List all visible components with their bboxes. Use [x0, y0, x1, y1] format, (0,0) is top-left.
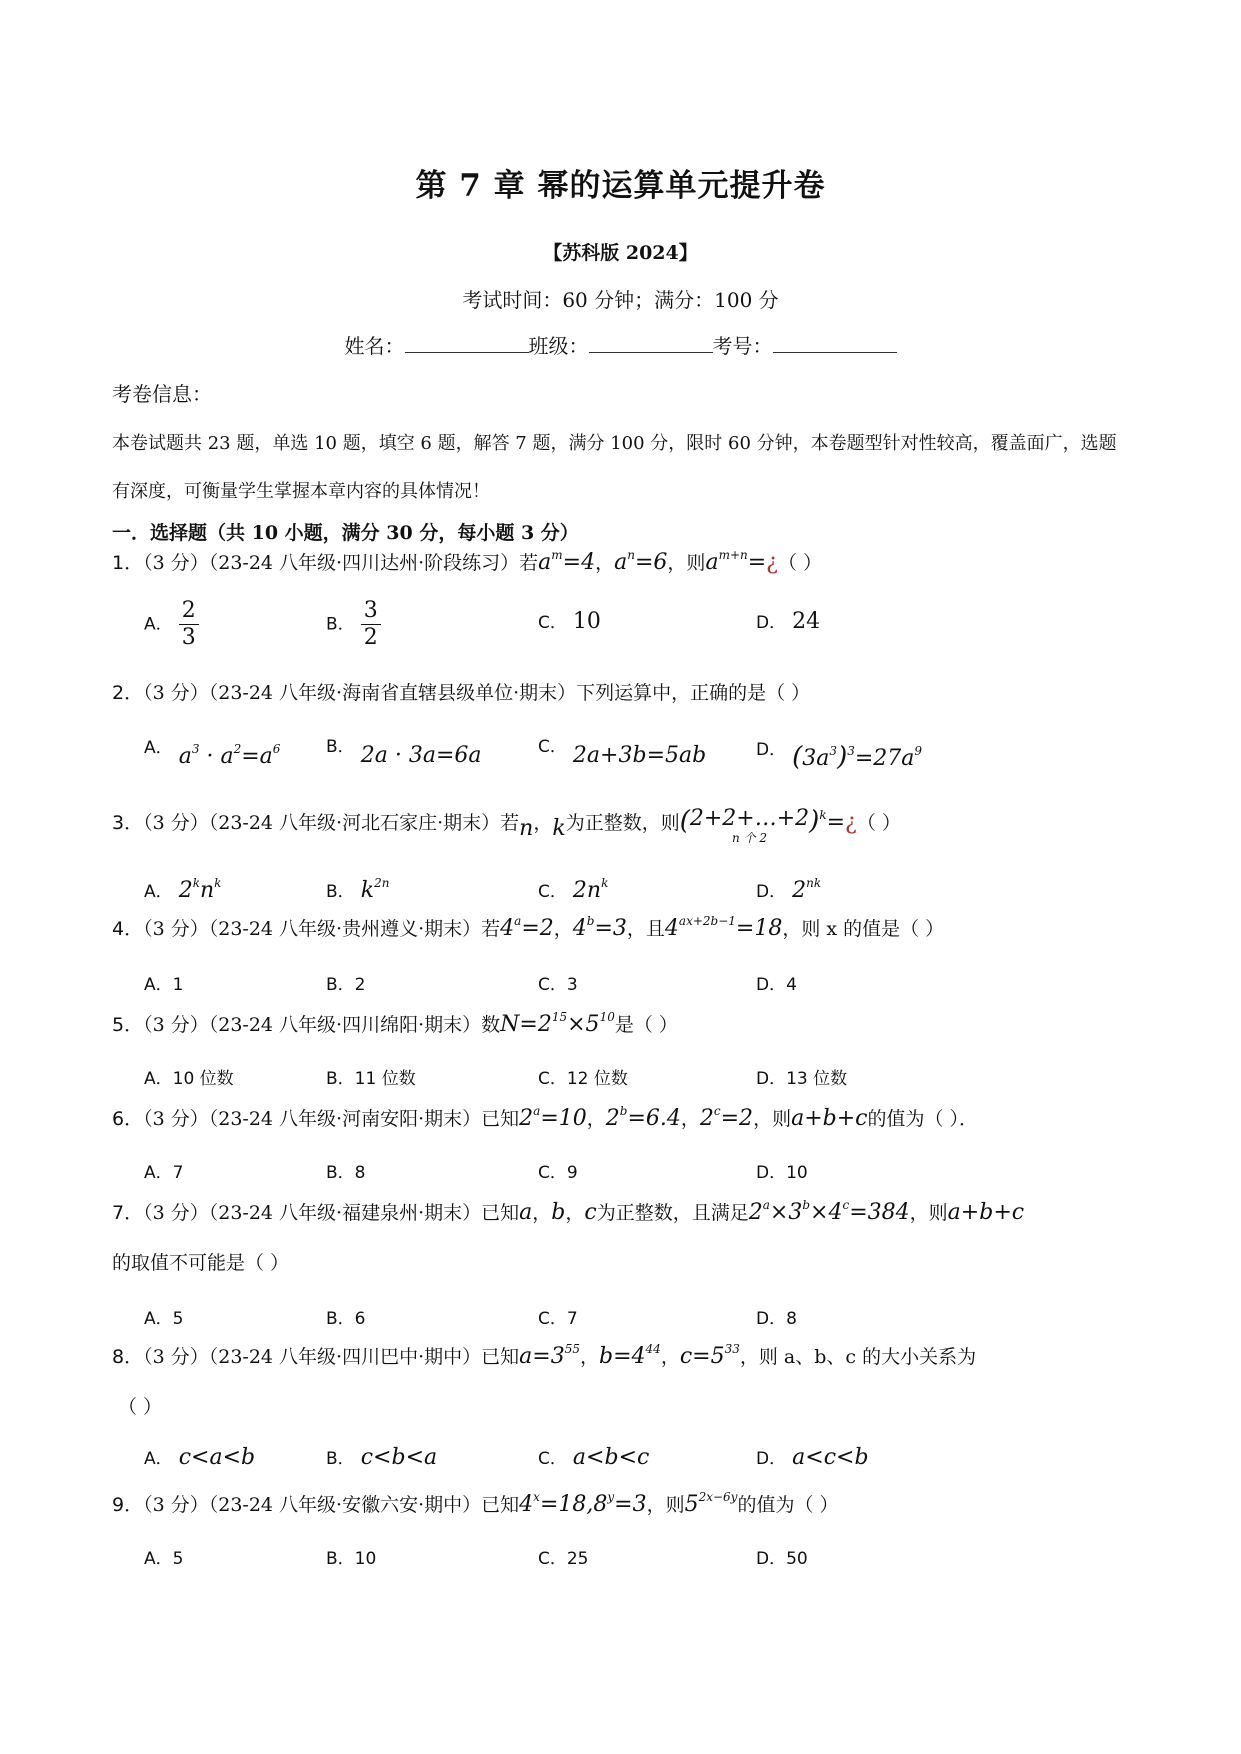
question-text: 为正整数，且满足 — [596, 1202, 749, 1224]
question-text: 为正整数，则 — [565, 812, 680, 834]
question-text: 已知 — [481, 1108, 520, 1130]
page-title: 第 7 章 幂的运算单元提升卷 — [415, 168, 826, 204]
option-d[interactable] — [756, 1444, 869, 1470]
class-label: 班级： — [528, 334, 589, 358]
name-label: 姓名： — [344, 334, 405, 358]
option-d[interactable] — [756, 608, 820, 634]
option-label: B． — [326, 737, 355, 757]
option-b[interactable] — [326, 1544, 376, 1569]
question-source: （23-24 八年级·四川达州·阶段练习） — [208, 552, 520, 574]
id-blank[interactable] — [773, 334, 897, 353]
question-number: 4． — [112, 918, 144, 940]
question-source: （23-24 八年级·四川绵阳·期末） — [208, 1014, 482, 1036]
option-label: C． — [538, 613, 567, 633]
denominator: 3 — [181, 625, 196, 650]
option-label: D． — [756, 613, 787, 633]
option-d[interactable] — [756, 1158, 808, 1183]
question-source: （23-24 八年级·海南省直辖县级单位·期末） — [208, 682, 577, 704]
question-text: 数 — [481, 1014, 501, 1036]
question-1: 1．（3 分）（23-24 八年级·四川达州·阶段练习）若$a^m=4$，$a^n=6$，则$a^{m+n}=¿$（ ） — [112, 548, 823, 575]
question-text: 若 — [519, 552, 539, 574]
option-label: C．25 — [538, 1549, 589, 1569]
exam-time: 考试时间：60 分钟；满分：100 分 — [462, 288, 779, 312]
math-expr: a<b<c — [572, 1445, 650, 1470]
option-label: B． — [326, 882, 355, 902]
option-a[interactable] — [144, 1444, 255, 1470]
option-c[interactable] — [538, 970, 578, 995]
question-text: 的值为（ ） — [737, 1494, 839, 1516]
fraction — [361, 598, 381, 651]
math-expr: 2a+3b=5ab — [572, 743, 707, 768]
option-c[interactable] — [538, 876, 608, 903]
question-text: ，则 x 的值是（ ） — [782, 918, 945, 940]
option-label: B．2 — [326, 975, 366, 995]
question-score: （3 分） — [143, 682, 209, 704]
option-label: C．9 — [538, 1163, 578, 1183]
math-expr: (2+2+…+2 n 个 2 )$^k$=¿ — [679, 806, 857, 845]
option-label: B． — [326, 1449, 355, 1469]
question-score: （3 分） — [143, 552, 209, 574]
math-expr: $a^n=6$ — [614, 548, 668, 575]
class-blank[interactable] — [589, 334, 713, 353]
section-heading: 一．选择题（共 10 小题，满分 30 分，每小题 3 分） — [112, 522, 579, 544]
option-d[interactable] — [756, 1064, 847, 1089]
option-a[interactable] — [144, 1544, 183, 1569]
question-5 — [112, 1010, 678, 1037]
option-label: B．6 — [326, 1309, 366, 1329]
option-b[interactable] — [326, 598, 381, 651]
math-expr: $k^{2n}$ — [360, 876, 390, 903]
question-number: 7． — [112, 1202, 144, 1224]
option-label: C．12 位数 — [538, 1069, 628, 1089]
question-source: （23-24 八年级·河南安阳·期末） — [208, 1108, 482, 1130]
option-label: A． — [144, 1449, 173, 1469]
question-score: （3 分） — [143, 812, 209, 834]
question-score: （3 分） — [143, 1014, 209, 1036]
option-label: A． — [144, 614, 173, 635]
question-number: 6． — [112, 1108, 144, 1130]
math-expr: a+b+c — [791, 1106, 868, 1131]
question-score: （3 分） — [143, 1202, 209, 1224]
option-label: A． — [144, 738, 173, 758]
math-expr: $4^a=2$ — [500, 914, 554, 941]
option-a[interactable] — [144, 876, 221, 903]
option-d[interactable] — [756, 1544, 808, 1569]
option-label: D． — [756, 1449, 787, 1469]
option-b[interactable] — [326, 970, 365, 995]
math-expr: $4^x=18,8^y=3$ — [519, 1490, 647, 1517]
question-7: 7．（3 分）（23-24 八年级·福建泉州·期末）已知a，b，c为正整数，且满足$2^a\times 3^b\times 4^c=384$，则a+b+c — [112, 1198, 1025, 1225]
option-a[interactable] — [144, 970, 183, 995]
question-score: （3 分） — [143, 1494, 209, 1516]
student-info-row — [0, 330, 1241, 359]
option-value: 10 — [572, 609, 601, 634]
math-expr: $2^b=6.4$ — [605, 1104, 681, 1131]
id-label: 考号： — [712, 334, 773, 358]
question-source: （23-24 八年级·贵州遵义·期末） — [208, 918, 482, 940]
option-b[interactable] — [326, 732, 482, 768]
option-label: D．50 — [756, 1549, 808, 1569]
math-expr: a+b+c — [947, 1200, 1025, 1225]
question-score: （3 分） — [143, 1346, 209, 1368]
numerator: 2 — [179, 598, 199, 625]
question-score: （3 分） — [143, 918, 209, 940]
question-3: 3．（3 分）（23-24 八年级·河北石家庄·期末）若n，k为正整数，则(2+2+…+2 n 个 2 )$^k$=¿（ ） — [112, 806, 901, 845]
question-6: 6．（3 分）（23-24 八年级·河南安阳·期末）已知$2^a=10$，$2^b=6.4$，$2^c=2$，则a+b+c的值为（ ）． — [112, 1104, 979, 1131]
question-8: 8．（3 分）（23-24 八年级·四川巴中·期中）已知$a=3^{55}$，$b=4^{44}$，$c=5^{33}$，则 a、b、c 的大小关系为 — [112, 1342, 977, 1369]
option-label: C． — [538, 737, 567, 757]
option-d[interactable] — [756, 732, 923, 772]
question-text: 且 — [645, 918, 665, 940]
question-text: 的值为（ ）． — [867, 1108, 979, 1130]
question-text: 已知 — [481, 1494, 520, 1516]
question-number: 3． — [112, 812, 144, 834]
option-label: D．13 位数 — [756, 1069, 848, 1089]
math-expr: $N=2^{15}\times 5^{10}$ — [500, 1010, 615, 1037]
info-text: 本卷试题共 23 题，单选 10 题，填空 6 题，解答 7 题，满分 100 分，限时 60 分钟，本卷题型针对性较高，覆盖面广，选题有深度，可衡量学生掌握本章内容的具体情况！ — [112, 433, 1117, 502]
question-number: 5． — [112, 1014, 144, 1036]
math-expr: $4^{ax+2b-1}=18$ — [664, 914, 783, 941]
math-expr: $4^b=3$ — [572, 914, 627, 941]
option-label: B．8 — [326, 1163, 366, 1183]
math-expr: k — [552, 816, 566, 841]
option-label: C． — [538, 1449, 567, 1469]
option-label: B． — [326, 614, 355, 635]
question-7-line2: 的取值不可能是（ ） — [112, 1252, 290, 1274]
name-blank[interactable] — [405, 334, 529, 353]
option-b[interactable] — [326, 1444, 437, 1470]
question-text: 已知 — [481, 1346, 520, 1368]
question-text: 若 — [500, 812, 520, 834]
math-expr: $2^c=2$ — [699, 1104, 754, 1131]
option-b[interactable] — [326, 1064, 416, 1089]
math-expr: $2n^k$ — [572, 876, 609, 903]
math-expr: a — [519, 1200, 533, 1225]
option-label: A．7 — [144, 1163, 184, 1183]
option-value: 24 — [792, 609, 821, 634]
question-8-line2: （ ） — [118, 1396, 163, 1418]
math-expr: n — [519, 816, 534, 841]
math-expr: $5^{2x-6y}$ — [684, 1490, 738, 1517]
math-expr: $a=3^{55}$ — [519, 1342, 580, 1369]
option-c[interactable] — [538, 1064, 628, 1089]
option-label: D．4 — [756, 975, 797, 995]
option-a[interactable] — [144, 1158, 183, 1183]
option-label: A．1 — [144, 975, 184, 995]
option-b[interactable] — [326, 876, 389, 903]
math-expr: a<c<b — [792, 1445, 869, 1470]
math-expr: $2^kn^k$ — [178, 876, 222, 903]
question-text: 若 — [481, 918, 501, 940]
answer-bracket: （ ） — [777, 552, 823, 574]
option-c[interactable] — [538, 1304, 578, 1329]
option-c[interactable] — [538, 608, 601, 634]
question-number: 9． — [112, 1494, 144, 1516]
option-label: B．11 位数 — [326, 1069, 416, 1089]
option-label: C．3 — [538, 975, 578, 995]
math-expr: b — [551, 1200, 566, 1225]
question-2 — [112, 678, 810, 705]
option-label: A．10 位数 — [144, 1069, 234, 1089]
option-c[interactable] — [538, 732, 707, 768]
question-text: 下列运算中，正确的是（ ） — [576, 682, 811, 704]
math-expr: $2^a=10$ — [519, 1104, 587, 1131]
option-label: D． — [756, 882, 787, 902]
question-number: 2． — [112, 682, 144, 704]
question-source: （23-24 八年级·四川巴中·期中） — [208, 1346, 482, 1368]
question-number: 8． — [112, 1346, 144, 1368]
math-expr: c<b<a — [360, 1445, 438, 1470]
option-a[interactable] — [144, 1304, 183, 1329]
denominator: 2 — [363, 625, 378, 650]
option-label: A．5 — [144, 1549, 184, 1569]
option-label: B．10 — [326, 1549, 377, 1569]
fraction — [179, 598, 199, 651]
math-expr: $c=5^{33}$ — [679, 1342, 740, 1369]
option-b[interactable] — [326, 1158, 365, 1183]
math-expr: $2^{nk}$ — [792, 876, 822, 903]
option-c[interactable] — [538, 1444, 649, 1470]
math-expr: $2^a\times 3^b\times 4^c=384$ — [748, 1198, 910, 1225]
numerator: 3 — [361, 598, 381, 625]
question-source: （23-24 八年级·河北石家庄·期末） — [208, 812, 501, 834]
math-expr: c — [584, 1200, 597, 1225]
question-text: 是（ ） — [614, 1014, 678, 1036]
option-c[interactable] — [538, 1158, 578, 1183]
option-d[interactable] — [756, 876, 821, 903]
info-label: 考卷信息： — [112, 382, 212, 406]
question-text: 已知 — [481, 1202, 520, 1224]
option-label: A．5 — [144, 1309, 184, 1329]
question-score: （3 分） — [143, 1108, 209, 1130]
math-expr: c<a<b — [178, 1445, 256, 1470]
question-9: 9．（3 分）（23-24 八年级·安徽六安·期中）已知$4^x=18,8^y=3$，则$5^{2x-6y}$的值为（ ） — [112, 1490, 839, 1517]
question-4: 4．（3 分）（23-24 八年级·贵州遵义·期末）若$4^a=2$，$4^b=3$，且$4^{ax+2b-1}=18$，则 x 的值是（ ） — [112, 914, 945, 941]
option-label: D． — [756, 740, 787, 760]
math-expr: $(3a^3)^3=27a^9$ — [792, 742, 923, 772]
option-b[interactable] — [326, 1304, 365, 1329]
math-expr: 2a · 3a=6a — [360, 743, 482, 768]
option-a[interactable] — [144, 598, 199, 651]
math-expr: $b=4^{44}$ — [599, 1342, 661, 1369]
option-d[interactable] — [756, 970, 797, 995]
question-source: （23-24 八年级·福建泉州·期末） — [208, 1202, 482, 1224]
edition-label: 【苏科版 2024】 — [543, 242, 698, 264]
question-source: （23-24 八年级·安徽六安·期中） — [208, 1494, 482, 1516]
question-number: 1． — [112, 552, 144, 574]
math-expr: $a^{m+n}=¿$ — [705, 548, 778, 575]
option-d[interactable] — [756, 1304, 797, 1329]
option-c[interactable] — [538, 1544, 589, 1569]
option-a[interactable] — [144, 1064, 234, 1089]
option-label: C． — [538, 882, 567, 902]
underbrace-expr: 2+2+…+2 n 个 2 — [689, 806, 810, 845]
answer-bracket: （ ） — [856, 812, 901, 834]
option-label: A． — [144, 882, 173, 902]
math-expr: $a^3 \cdot a^2=a^6$ — [178, 742, 281, 769]
question-text: ，则 a、b、c 的大小关系为 — [739, 1346, 977, 1368]
underbrace-label: n 个 2 — [732, 831, 767, 845]
math-expr: $a^m=4$ — [538, 548, 596, 575]
option-label: D．8 — [756, 1309, 797, 1329]
option-label: D．10 — [756, 1163, 808, 1183]
option-label: C．7 — [538, 1309, 578, 1329]
option-a[interactable] — [144, 732, 281, 769]
